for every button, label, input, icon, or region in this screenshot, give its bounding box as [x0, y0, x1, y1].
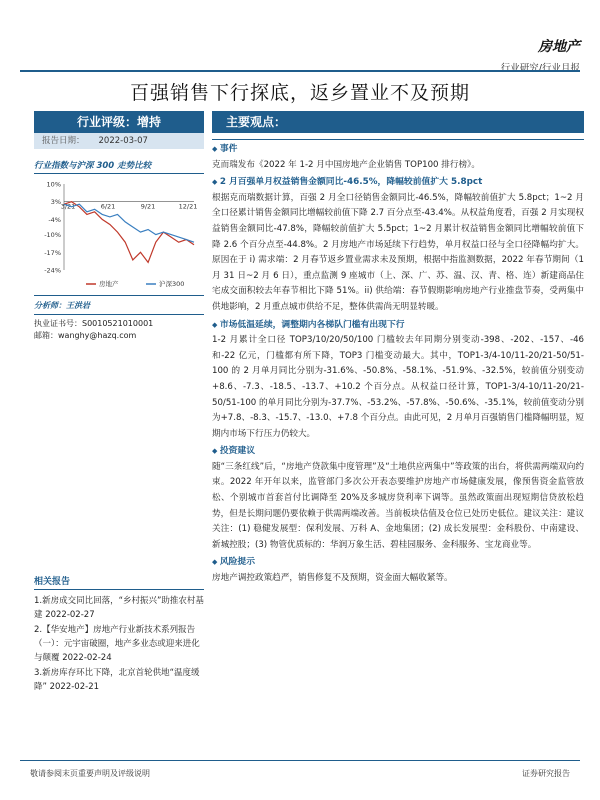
series-line-1	[64, 202, 194, 263]
x-tick-label: 9/21	[140, 202, 156, 211]
chart-title: 行业指数与沪深 300 走势比较	[34, 159, 204, 174]
section-advice-title: ◆ 投资建议	[212, 444, 584, 460]
page-header	[501, 36, 580, 74]
industry-label: 房地产	[538, 39, 580, 55]
footer-divider	[20, 760, 580, 761]
rating-box: 行业评级：增持	[34, 111, 204, 133]
report-type: 行业研究/行业月报	[500, 63, 580, 74]
report-date-box	[34, 133, 204, 149]
legend-label: 房地产	[99, 280, 119, 288]
y-tick-label: 3%	[50, 198, 61, 207]
y-tick-label: -24%	[44, 266, 61, 275]
analyst-cert: 执业证书号：S0010521010001	[34, 319, 154, 328]
section-advice-text: 随“三条红线”后，“房地产贷款集中度管理”及“土地供应两集中”等政策的出台，将供需两端双向约束。2022 年开年以来，监管部门多次公开表态要维护房地产市场健康发展，像预售资金监管放松、个别城市首套首付比调降至 20%及多城房贷利率下调等。虽然政策面出现短期信贷放松趋势，但是长期问题仍要依赖于供需两端改善。当前板块估值及仓位已处历史低位。建议关注：建议关注：(1) 稳健发展型：保利发展、万科 A、金地集团；(2) 成长发展型：金科股份、中南建设、新城控股；(3) 物管优质标的：华润万象生活、碧桂园服务、金科服务、宝龙商业等。	[212, 461, 584, 550]
main-viewpoints	[212, 111, 584, 587]
page-title: 百强销售下行探底，返乡置业不及预期	[129, 82, 470, 104]
related-item[interactable]: 2.【华安地产】房地产行业新技术系列报告（一）：元宇宙破圈，地产多业态或迎来进化与颠覆 2022-02-24	[34, 625, 200, 663]
report-date-label: 报告日期：	[42, 136, 85, 146]
related-item[interactable]: 1.新房成交同比回落，“乡村振兴”助推农村基建 2022-02-27	[34, 596, 204, 620]
index-chart	[34, 178, 204, 296]
related-reports	[34, 574, 204, 695]
section-market-text: 1-2 月累计全口径 TOP3/10/20/50/100 门槛较去年同期分别变动-398、-202、-157、-46 和-22 亿元，门槛都有所下降，TOP3 门槛变动最大。其中，TOP1-3/4-10/11-20/21-50/51-100 的 2 月单月同比分别为-31.6%、-50.8%、-58.1%、-51.9%、-32.5%，较前值分别变动+8.6、-7.3、-18.5、-13.7、+10.2 个百分点。从权益口径计算，TOP1-3/4-10/11-20/21-50/51-100 的单月同比分别为-37.7%、-53.2%、-57.8%、-50.6%、-35.1%，较前值变动分别为+7.8、-8.3、-15.7、-13.0、+7.8 个百分点。由此可见，2 月单月百强销售门槛降幅明显，短期内市场下行压力仍较大。	[212, 335, 584, 439]
section-risk-title: ◆ 风险提示	[212, 555, 584, 571]
left-column	[34, 111, 204, 342]
viewpoints-heading: 主要观点：	[212, 111, 584, 133]
analyst-block	[34, 300, 204, 342]
legend-label: 沪深300	[159, 280, 185, 288]
footer-report-type: 证券研究报告	[522, 769, 570, 778]
viewpoints-divider	[212, 139, 584, 140]
section-sales-title: ◆ 2 月百强单月权益销售金额同比-46.5%，降幅较前值扩大 5.8pct	[212, 175, 584, 191]
y-tick-label: 10%	[46, 180, 61, 189]
section-risk-text: 房地产调控政策趋严，销售修复不及预期，资金面大幅收紧等。	[212, 573, 453, 584]
related-title: 相关报告	[34, 574, 204, 590]
x-tick-label: 6/21	[100, 202, 116, 211]
section-event-text: 克而瑞发布《2022 年 1-2 月中国房地产企业销售 TOP100 排行榜》。	[212, 159, 480, 170]
section-sales-text: 根据克而瑞数据计算，百强 2 月全口径销售金额同比-46.5%，降幅较前值扩大 5.8pct；1~2 月全口径累计销售金额同比增幅较前值下降 2.7 百分点至-43.4%。从权益角度看，百强 2 月实现权益销售金额同比-47.8%，降幅较前值扩大 5.5pct；1~2 月累计权益销售金额同比增幅较前值下降 2.6 个百分点至-44.8%。2 月房地产市场延续下行趋势，单月权益口径与全口径降幅均扩大。原因在于 i) 需求端：2 月春节返乡置业需求未及预期，根据中指监测数据，2022 年春节期间（1 月 31 日~2 月 6 日），重点监测 9 座城市（上、深、广、苏、温、汉、青、格、连）新建商品住宅成交面积较去年春节相比下降 51%。ii) 供给端：春节假期影响房地产行业推盘节奏，受两集中供地影响，2 月重点城市供给不足，整体供需尚无明显转暖。	[212, 192, 584, 312]
x-tick-label: 12/21	[178, 202, 198, 211]
index-chart-svg	[34, 178, 204, 296]
y-tick-label: -17%	[44, 248, 61, 257]
y-tick-label: -4%	[48, 215, 61, 224]
footer-disclaimer: 敬请参阅末页重要声明及评级说明	[30, 769, 150, 778]
y-tick-label: -10%	[44, 231, 61, 240]
analyst-email[interactable]: 邮箱：wanghy@hazq.com	[34, 331, 137, 340]
related-item[interactable]: 3.新房库存环比下降，北京首轮供地“温度缓降” 2022-02-21	[34, 668, 200, 692]
report-date: 2022-03-07	[98, 136, 148, 146]
section-market-title: ◆ 市场低温延续，调整期内各梯队门槛有出现下行	[212, 318, 584, 334]
series-line-2	[64, 204, 194, 242]
x-tick-label: 3/21	[60, 202, 76, 211]
header-divider	[20, 70, 580, 72]
analyst-name: 分析师：王洪岩	[34, 300, 204, 315]
section-event-title: ◆ 事件	[212, 142, 584, 158]
